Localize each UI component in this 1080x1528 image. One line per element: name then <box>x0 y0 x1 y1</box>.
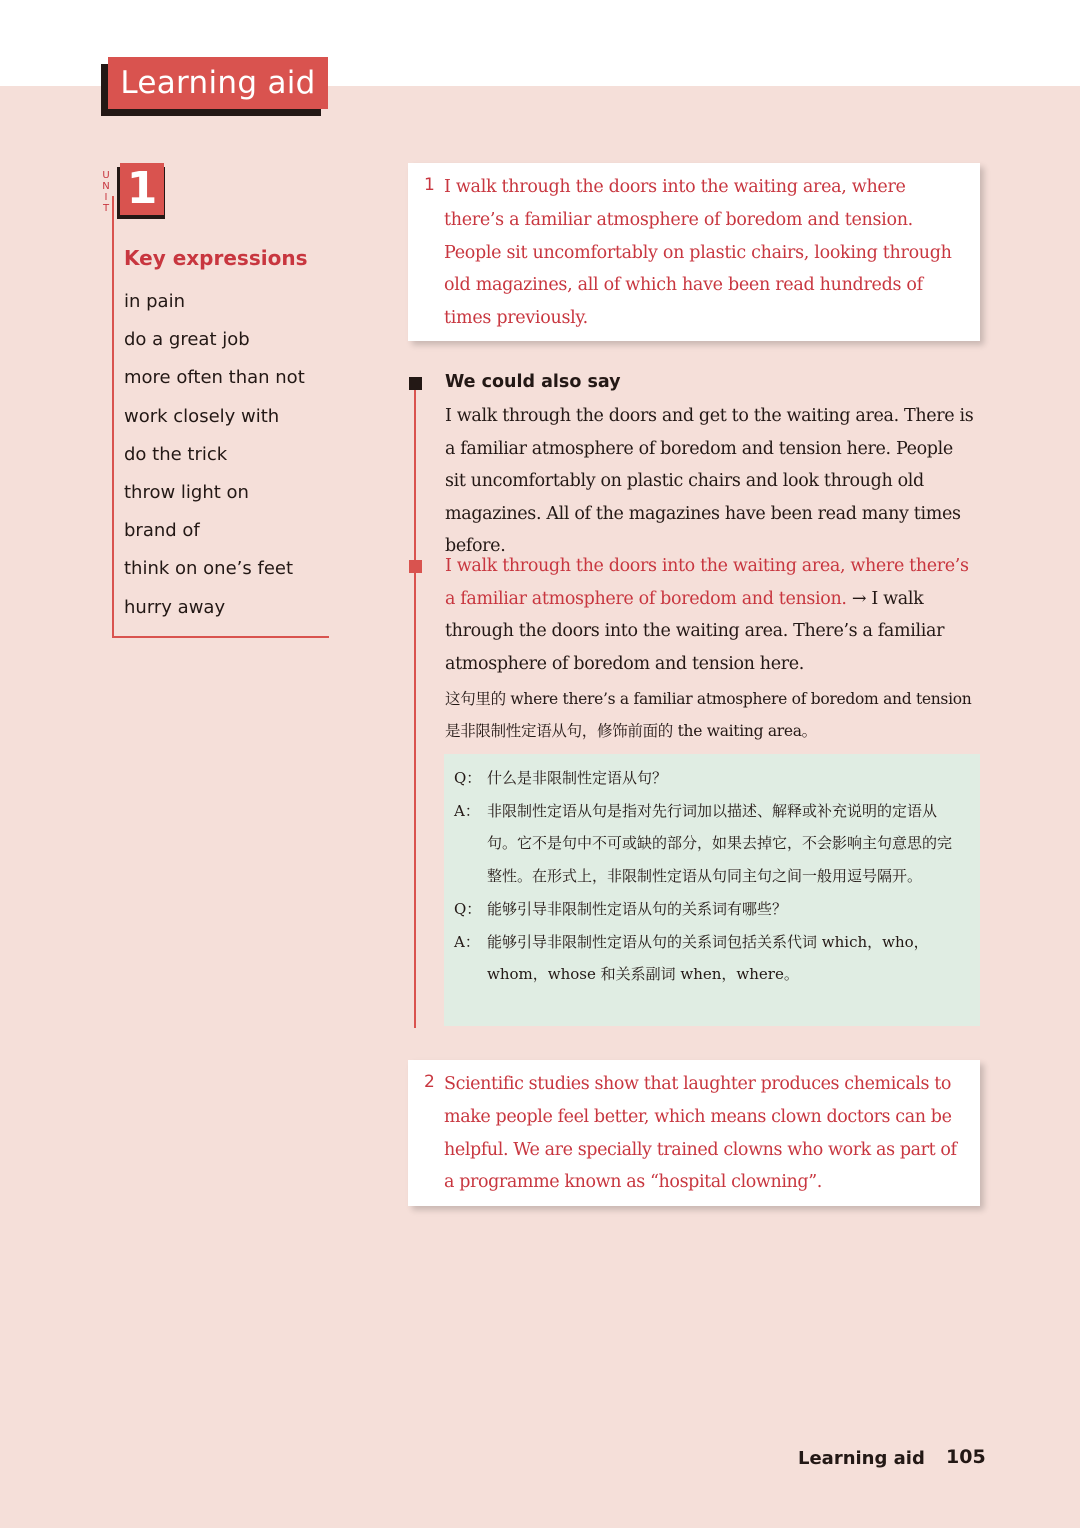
page-title: Learning aid <box>108 57 328 109</box>
key-expression-item: work closely with <box>124 405 280 427</box>
excerpt-number: 2 <box>424 1072 435 1092</box>
qa-question <box>454 893 964 926</box>
alternative-text: I walk through the doors and get to the waiting area. There is a familiar atmosphere of boredom and tension here. People sit uncomfortably on plastic chairs and look through old magazines. All of the magazines have been read many times before. <box>445 406 974 556</box>
qa-box <box>444 754 980 1026</box>
alternative-heading: We could also say <box>445 372 621 392</box>
excerpt-box-1 <box>408 163 980 341</box>
footer-label: Learning aid <box>798 1448 925 1469</box>
qa-text: 非限制性定语从句是指对先行词加以描述、解释或补充说明的定语从句。它不是句中不可或缺的部分，如果去掉它，不会影响主句意思的完整性。在形式上，非限制性定语从句同主句之间一般用逗号隔开。 <box>487 801 953 886</box>
qa-answer <box>454 926 964 991</box>
grammar-note: 这句里的 where there’s a familiar atmosphere of boredom and tension 是非限制性定语从句，修饰前面的 the waiting area。 <box>445 690 972 740</box>
unit-letter: N <box>102 181 110 192</box>
key-expression-item: brand of <box>124 520 200 542</box>
unit-letter: T <box>102 203 110 214</box>
key-expression-item: do a great job <box>124 329 250 351</box>
qa-label: A： <box>454 932 480 951</box>
original-sentence: I walk through the doors into the waiting area, where there’s a familiar atmosphere of boredom and tension. <box>445 556 969 609</box>
qa-question <box>454 762 964 795</box>
rewritten-sentence: I walk through the doors into the waiting area. There’s a familiar atmosphere of boredom and tension here. <box>445 588 945 674</box>
unit-letter: U <box>102 170 110 181</box>
unit-label <box>99 170 113 214</box>
unit-letter: I <box>104 192 108 203</box>
section-divider <box>414 384 416 1028</box>
excerpt-text: Scientific studies show that laughter produces chemicals to make people feel better, which means clown doctors can be helpful. We are specially trained clowns who work as part of a programme known as “hospital clowning”. <box>444 1074 957 1193</box>
page-number: 105 <box>946 1446 986 1468</box>
key-expression-item: throw light on <box>124 481 249 503</box>
excerpt-box-2 <box>408 1060 980 1206</box>
key-expression-item: hurry away <box>124 596 226 618</box>
key-expression-item: more often than not <box>124 367 305 389</box>
arrow-icon: → <box>851 588 867 609</box>
qa-text: 什么是非限制性定语从句？ <box>487 769 668 787</box>
excerpt-text: I walk through the doors into the waiting area, where there’s a familiar atmosphere of boredom and tension. People sit uncomfortably on plastic chairs, looking through old magazines, all of which have been read hundreds of times previously. <box>444 177 952 329</box>
key-expression-item: think on one’s feet <box>124 558 294 580</box>
key-expression-item: in pain <box>124 291 185 312</box>
key-expressions-heading: Key expressions <box>124 246 308 270</box>
qa-label: A： <box>454 801 480 820</box>
qa-text: 能够引导非限制性定语从句的关系词包括关系代词 which，who，whom，whose 和关系副词 when，where。 <box>487 932 929 984</box>
key-expression-item: do the trick <box>124 443 228 465</box>
key-expressions-list <box>124 289 305 633</box>
unit-number: 1 <box>120 163 164 215</box>
qa-label: Q： <box>454 899 482 918</box>
qa-text: 能够引导非限制性定语从句的关系词有哪些？ <box>487 899 788 918</box>
rewrite-paragraph <box>445 550 975 680</box>
qa-answer <box>454 795 964 893</box>
qa-label: Q： <box>454 769 482 787</box>
sidebar-divider-vertical <box>112 196 114 638</box>
square-bullet-icon <box>409 560 422 573</box>
excerpt-number: 1 <box>424 175 435 195</box>
square-bullet-icon <box>409 377 422 390</box>
sidebar-divider-horizontal <box>112 636 329 638</box>
